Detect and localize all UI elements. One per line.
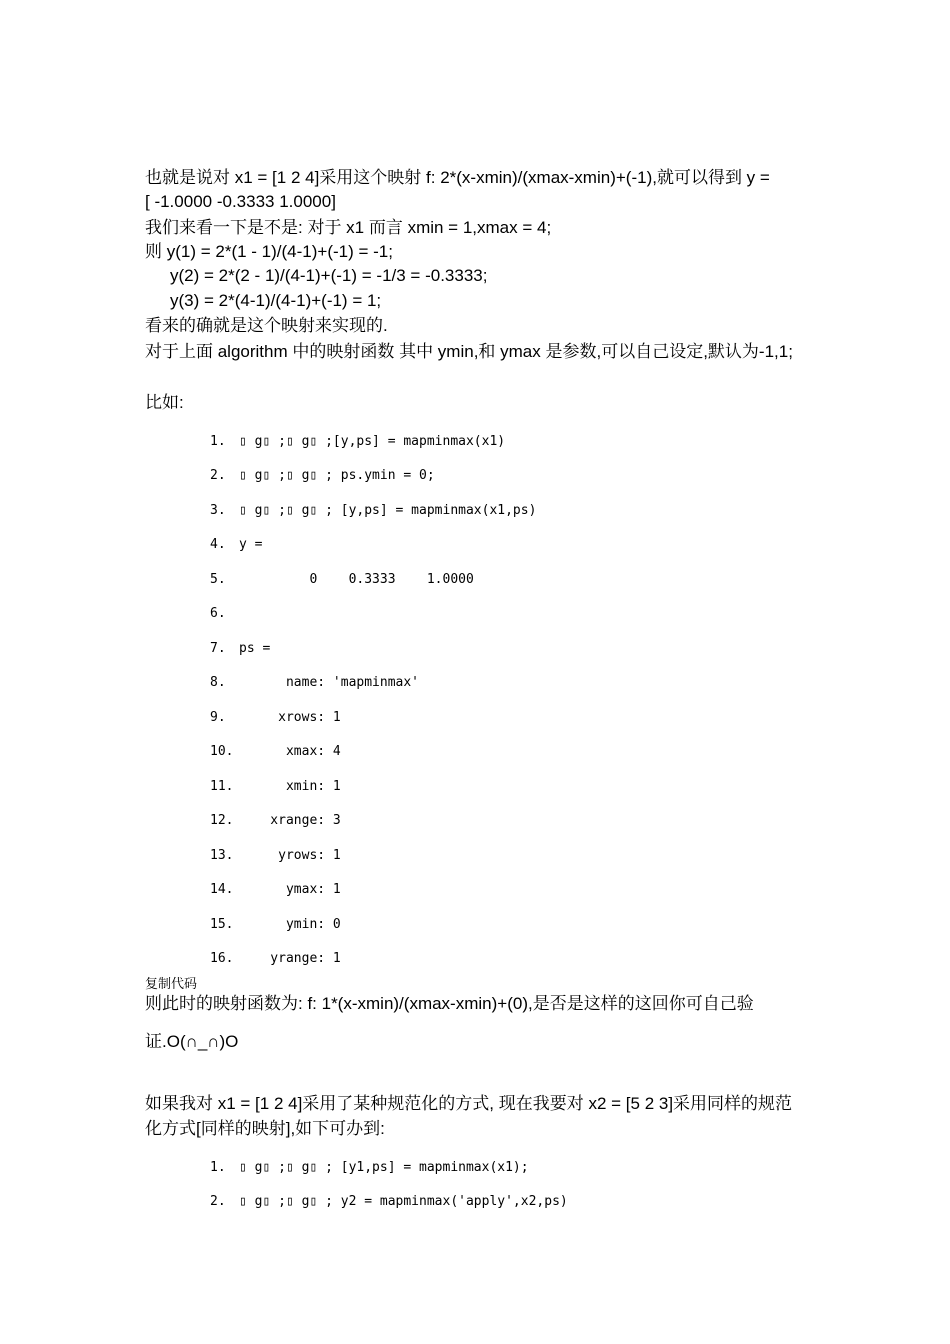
code-line	[210, 571, 474, 589]
line-number: 12.	[210, 813, 234, 828]
paragraph: 对于上面 algorithm 中的映射函数 其中 ymin,和 ymax 是参数,可以自己设定,默认为-1,1;	[145, 342, 793, 361]
line-number: 1.	[210, 434, 226, 449]
line-number: 3.	[210, 503, 226, 518]
code-text: yrows: 1	[239, 848, 341, 863]
code-line	[210, 467, 435, 485]
line-number: 4.	[210, 537, 226, 552]
line-number: 9.	[210, 710, 226, 725]
code-line	[210, 605, 239, 623]
code-line	[210, 881, 341, 899]
paragraph: 我们来看一下是不是: 对于 x1 而言 xmin = 1,xmax = 4;	[145, 218, 552, 237]
paragraph: 看来的确就是这个映射来实现的.	[145, 316, 388, 335]
paragraph: y(2) = 2*(2 - 1)/(4-1)+(-1) = -1/3 = -0.3333;	[170, 266, 488, 285]
paragraph: 化方式[同样的映射],如下可办到:	[145, 1119, 385, 1138]
line-number: 2.	[210, 1194, 226, 1209]
paragraph: 比如:	[145, 393, 184, 412]
line-number: 8.	[210, 675, 226, 690]
line-number: 11.	[210, 779, 234, 794]
code-text: ymax: 1	[239, 882, 341, 897]
code-text: xmax: 4	[239, 744, 341, 759]
code-text: ▯ g▯ ;▯ g▯ ; ps.ymin = 0;	[239, 468, 435, 483]
code-line	[210, 674, 419, 692]
code-text: ymin: 0	[239, 917, 341, 932]
code-text: ps =	[239, 641, 271, 656]
line-number: 14.	[210, 882, 234, 897]
code-text: xrows: 1	[239, 710, 341, 725]
code-line	[210, 1159, 529, 1177]
copy-code-link[interactable]: 复制代码	[145, 976, 198, 991]
line-number: 13.	[210, 848, 234, 863]
code-line	[210, 916, 341, 934]
code-line	[210, 502, 536, 520]
paragraph: 如果我对 x1 = [1 2 4]采用了某种规范化的方式, 现在我要对 x2 = [5 2 3]采用同样的规范	[145, 1094, 793, 1113]
code-line	[210, 812, 341, 830]
line-number: 10.	[210, 744, 234, 759]
code-text: xmin: 1	[239, 779, 341, 794]
code-line	[210, 778, 341, 796]
code-line	[210, 847, 341, 865]
code-text: ▯ g▯ ;▯ g▯ ; [y1,ps] = mapminmax(x1);	[239, 1160, 529, 1175]
line-number: 15.	[210, 917, 234, 932]
code-line	[210, 1193, 568, 1211]
line-number: 2.	[210, 468, 226, 483]
line-number: 16.	[210, 951, 234, 966]
paragraph: [ -1.0000 -0.3333 1.0000]	[145, 192, 336, 211]
paragraph: 也就是说对 x1 = [1 2 4]采用这个映射 f: 2*(x-xmin)/(xmax-xmin)+(-1),就可以得到 y =	[145, 168, 770, 187]
code-text: ▯ g▯ ;▯ g▯ ;[y,ps] = mapminmax(x1)	[239, 434, 506, 449]
line-number: 1.	[210, 1160, 226, 1175]
line-number: 5.	[210, 572, 226, 587]
code-text: y =	[239, 537, 263, 552]
paragraph: y(3) = 2*(4-1)/(4-1)+(-1) = 1;	[170, 291, 382, 310]
code-line	[210, 950, 341, 968]
code-line	[210, 743, 341, 761]
paragraph: 证.O(∩_∩)O	[145, 1032, 239, 1051]
code-line	[210, 709, 341, 727]
code-line	[210, 433, 505, 451]
code-text: 0 0.3333 1.0000	[239, 572, 474, 587]
line-number: 7.	[210, 641, 226, 656]
code-text: ▯ g▯ ;▯ g▯ ; [y,ps] = mapminmax(x1,ps)	[239, 503, 537, 518]
paragraph: 则 y(1) = 2*(1 - 1)/(4-1)+(-1) = -1;	[145, 242, 393, 261]
code-text: name: 'mapminmax'	[239, 675, 420, 690]
code-line	[210, 640, 270, 658]
code-text: ▯ g▯ ;▯ g▯ ; y2 = mapminmax('apply',x2,ps)	[239, 1194, 568, 1209]
line-number: 6.	[210, 606, 226, 621]
code-line	[210, 536, 262, 554]
code-text: yrange: 1	[239, 951, 341, 966]
paragraph: 则此时的映射函数为: f: 1*(x-xmin)/(xmax-xmin)+(0),是否是这样的这回你可自己验	[145, 994, 754, 1013]
code-text: xrange: 3	[239, 813, 341, 828]
